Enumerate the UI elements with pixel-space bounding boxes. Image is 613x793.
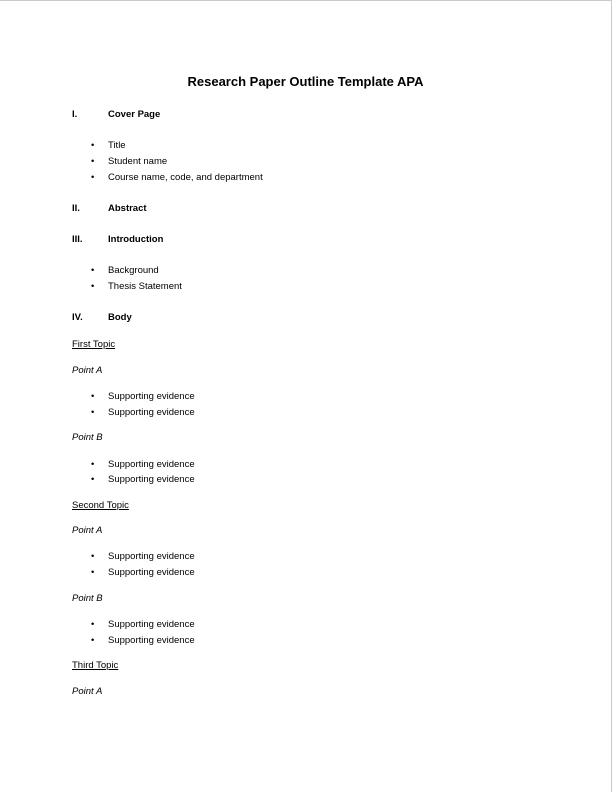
bullet-icon: • [91,281,95,292]
list-item: Supporting evidence [108,619,195,630]
list-item: Supporting evidence [108,391,195,402]
list-item: Supporting evidence [108,474,195,485]
list-item: Supporting evidence [108,459,195,470]
list-item: Title [108,140,126,151]
section-number: III. [72,234,83,245]
point-heading: Point A [72,686,103,697]
bullet-icon: • [91,619,95,630]
bullet-icon: • [91,156,95,167]
topic-heading-second: Second Topic [72,500,129,511]
section-heading-introduction: Introduction [108,234,164,245]
bullet-icon: • [91,172,95,183]
section-heading-body: Body [108,312,132,323]
topic-heading-third: Third Topic [72,660,119,671]
point-heading: Point A [72,525,103,536]
bullet-icon: • [91,551,95,562]
point-heading: Point B [72,593,103,604]
list-item: Thesis Statement [108,281,182,292]
topic-heading-first: First Topic [72,339,116,350]
point-heading: Point A [72,365,103,376]
list-item: Supporting evidence [108,407,195,418]
bullet-icon: • [91,140,95,151]
section-heading-abstract: Abstract [108,203,147,214]
document-title: Research Paper Outline Template APA [187,74,424,89]
list-item: Background [108,265,159,276]
section-heading-cover-page: Cover Page [108,109,161,120]
bullet-icon: • [91,391,95,402]
section-number: IV. [72,312,83,323]
list-item: Supporting evidence [108,551,195,562]
list-item: Student name [108,156,168,167]
section-number: I. [72,109,78,120]
list-item: Course name, code, and department [108,172,263,183]
bullet-icon: • [91,567,95,578]
bullet-icon: • [91,265,95,276]
point-heading: Point B [72,432,103,443]
list-item: Supporting evidence [108,635,195,646]
bullet-icon: • [91,407,95,418]
bullet-icon: • [91,474,95,485]
section-number: II. [72,203,80,214]
bullet-icon: • [91,459,95,470]
list-item: Supporting evidence [108,567,195,578]
bullet-icon: • [91,635,95,646]
